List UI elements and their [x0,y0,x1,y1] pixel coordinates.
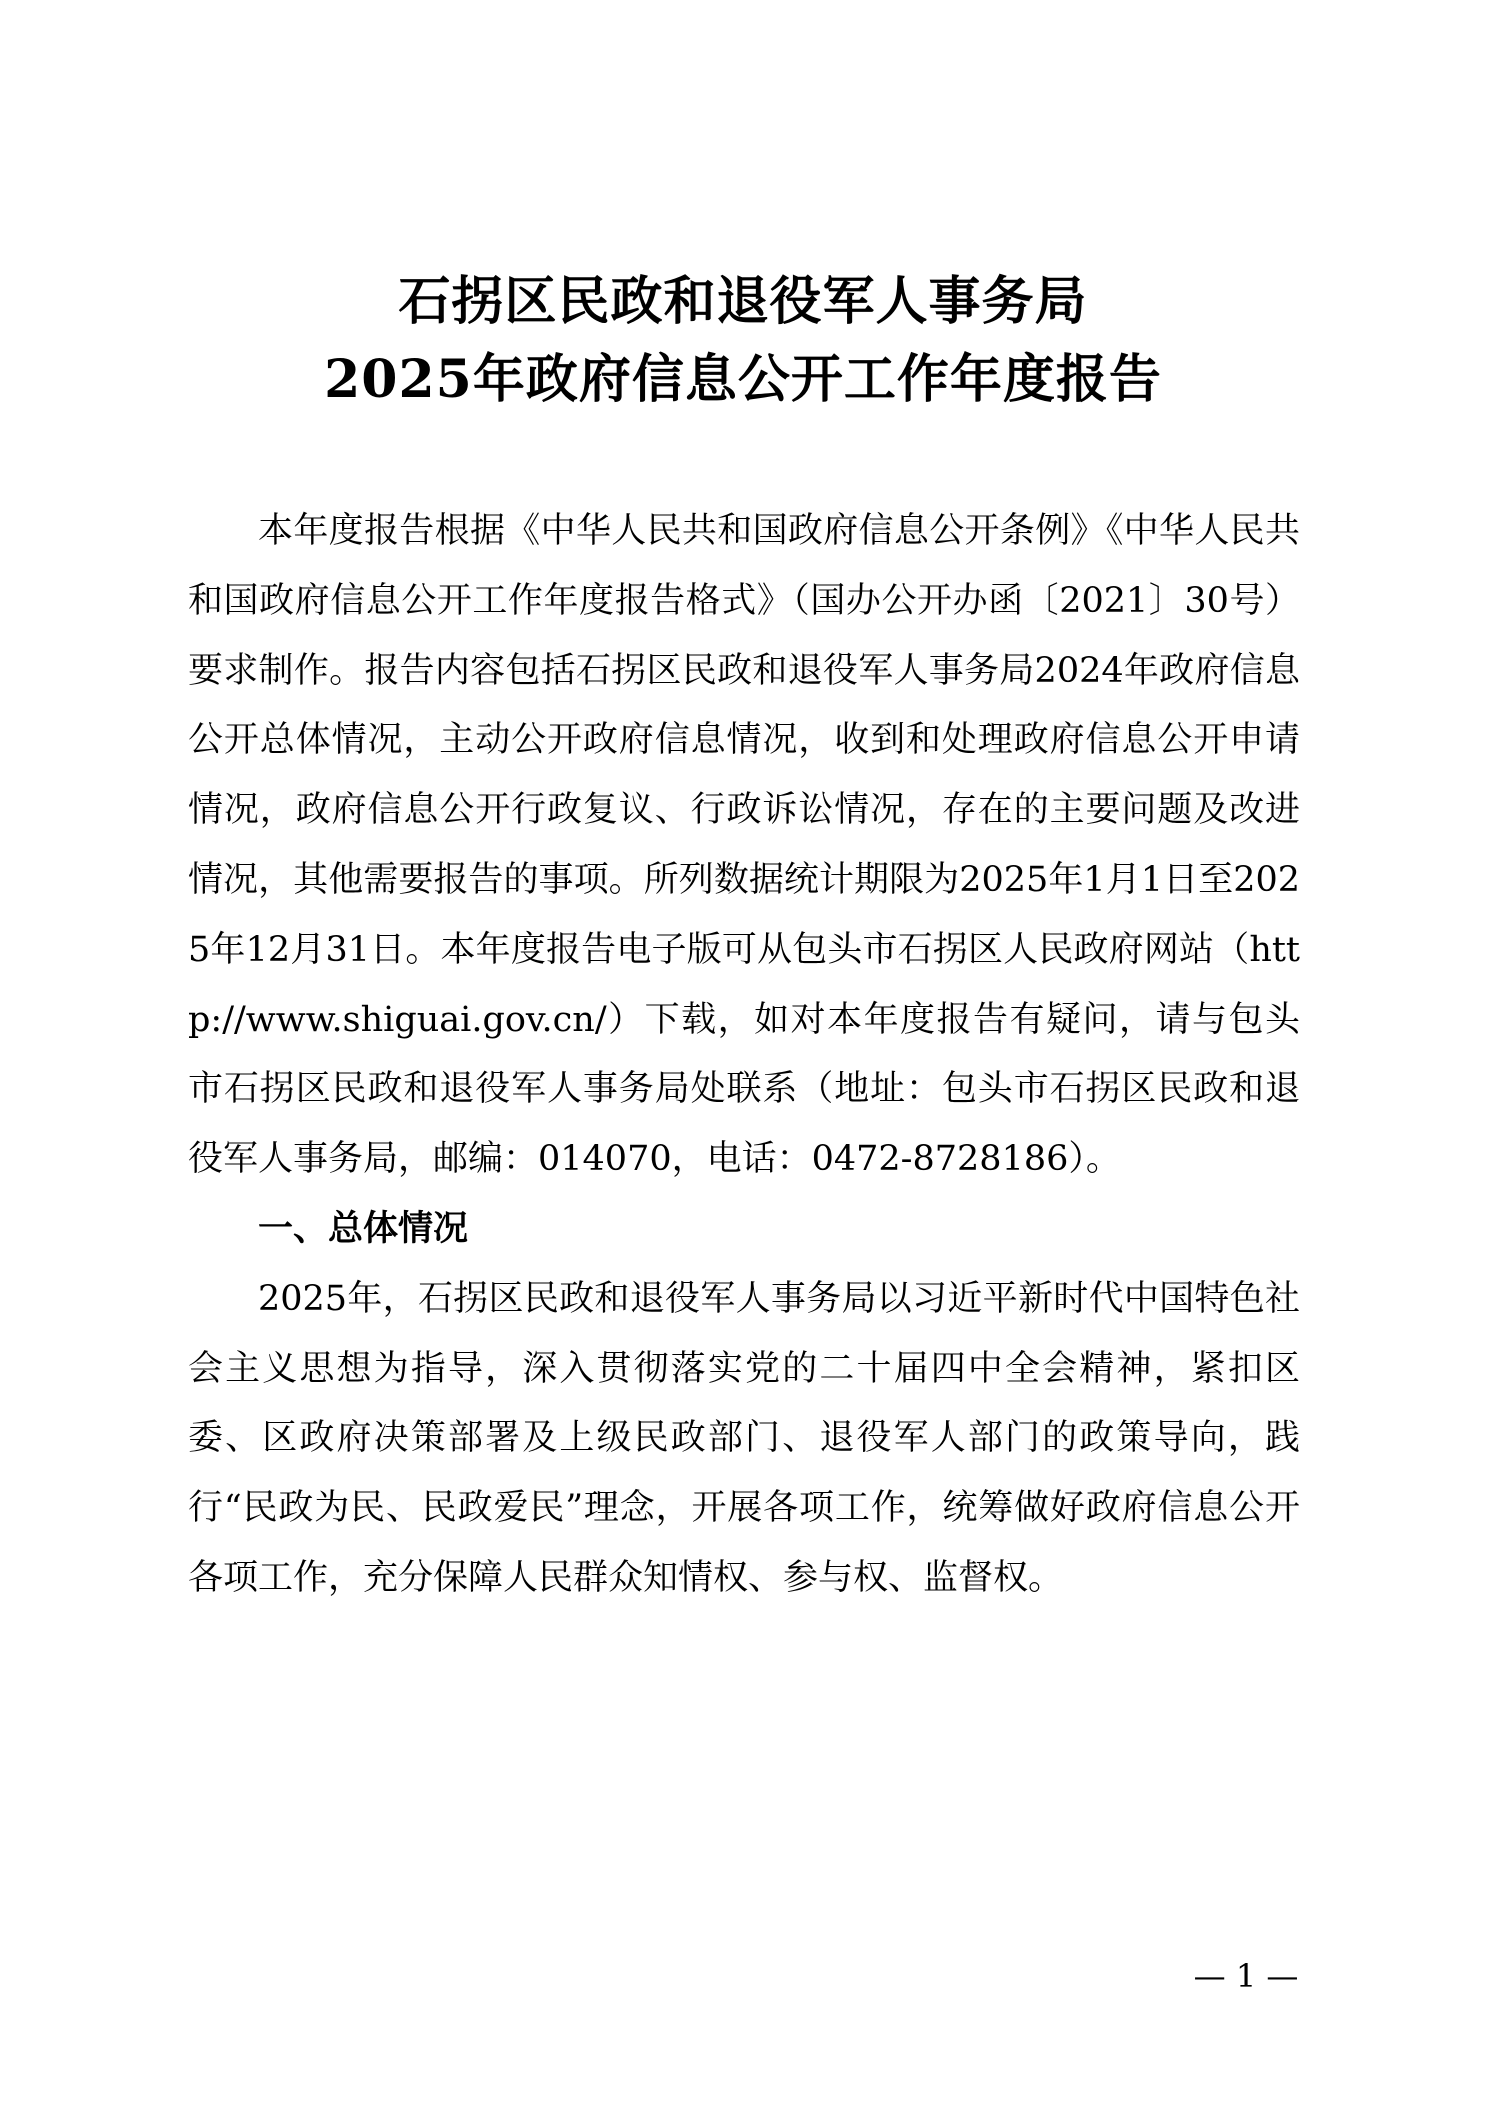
document-body [188,497,1300,1614]
intro-paragraph: 本年度报告根据《中华人民共和国政府信息公开条例》《中华人民共和国政府信息公开工作年度报告格式》（国办公开办函〔2021〕30号）要求制作。报告内容包括石拐区民政和退役军人事务局2024年政府信息公开总体情况，主动公开政府信息情况，收到和处理政府信息公开申请情况，政府信息公开行政复议、行政诉讼情况，存在的主要问题及改进情况，其他需要报告的事项。所列数据统计期限为2025年1月1日至2025年12月31日。本年度报告电子版可从包头市石拐区人民政府网站（http://www.shiguai.gov.cn/）下载，如对本年度报告有疑问，请与包头市石拐区民政和退役军人事务局处联系（地址：包头市石拐区民政和退役军人事务局，邮编：014070，电话：0472-8728186）。 [188,511,1300,1180]
document-title-line-2: 2025年政府信息公开工作年度报告 [324,349,1162,410]
page-number: — 1 — [1193,1957,1299,1995]
document-title-line-1: 石拐区民政和退役军人事务局 [398,271,1088,332]
section-paragraph-overall: 2025年，石拐区民政和退役军人事务局以习近平新时代中国特色社会主义思想为指导，深入贯彻落实党的二十届四中全会精神，紧扣区委、区政府决策部署及上级民政部门、退役军人部门的政策导向，践行“民政为民、民政爱民”理念，开展各项工作，统筹做好政府信息公开各项工作，充分保障人民群众知情权、参与权、监督权。 [188,1278,1300,1598]
section-heading-overall: 一、总体情况 [258,1208,469,1249]
